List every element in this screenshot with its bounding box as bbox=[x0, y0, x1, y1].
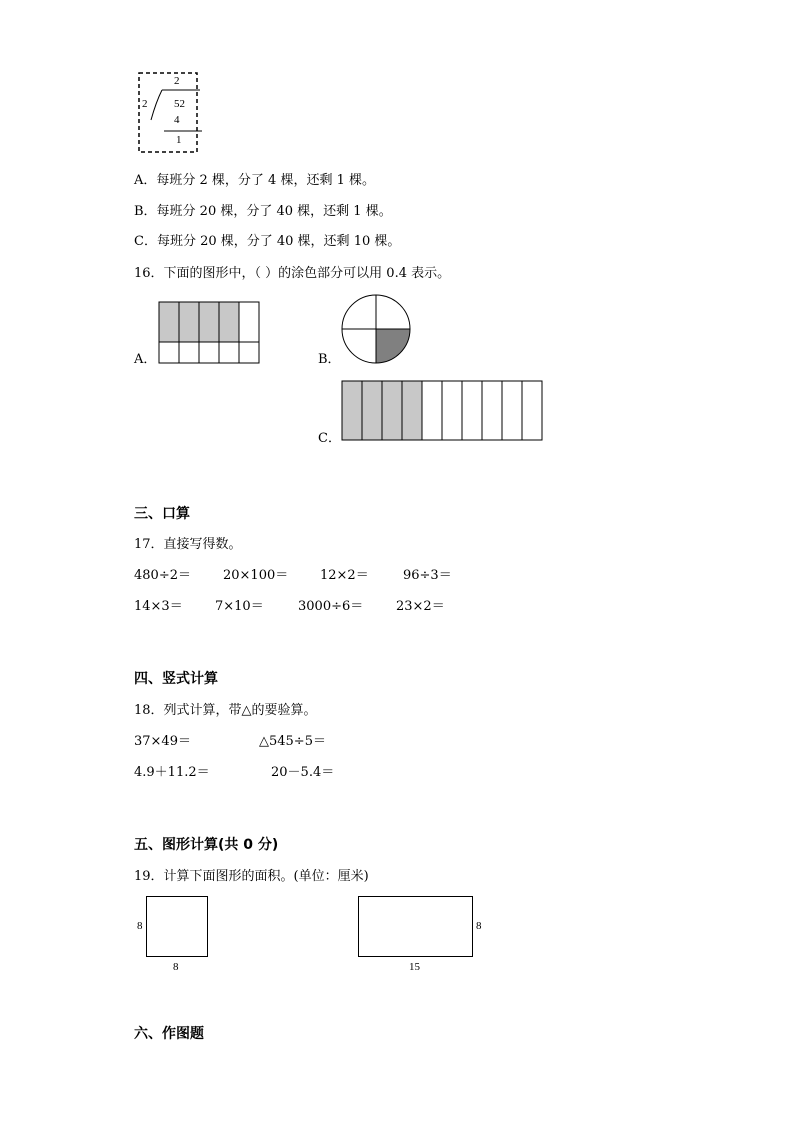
question-16-prompt: 16．下面的图形中，（ ）的涂色部分可以用 0.4 表示。 bbox=[134, 266, 451, 281]
mental-math-item: 96÷3＝ bbox=[403, 568, 452, 583]
rectangle-figure bbox=[358, 896, 473, 957]
figure-b-circle bbox=[339, 292, 413, 366]
label-b: B． bbox=[318, 352, 341, 367]
question-19-prompt: 19．计算下面图形的面积。(单位：厘米) bbox=[134, 869, 369, 884]
section-5-title: 五、图形计算(共 0 分) bbox=[134, 837, 279, 853]
square-bottom-label: 8 bbox=[173, 961, 179, 973]
square-side-label: 8 bbox=[137, 920, 143, 932]
vertical-calc-item: 37×49＝ bbox=[134, 734, 191, 749]
quotient: 2 bbox=[174, 75, 180, 87]
rectangle-bottom-label: 15 bbox=[409, 961, 420, 973]
option-a: A．每班分 2 棵，分了 4 棵，还剩 1 棵。 bbox=[134, 173, 375, 188]
mental-math-item: 3000÷6＝ bbox=[298, 599, 364, 614]
dividend: 52 bbox=[174, 98, 185, 110]
section-3-title: 三、口算 bbox=[134, 506, 190, 522]
figure-c-strips bbox=[341, 380, 543, 442]
product: 4 bbox=[174, 114, 180, 126]
question-17-prompt: 17．直接写得数。 bbox=[134, 537, 242, 552]
mental-math-item: 20×100＝ bbox=[223, 568, 289, 583]
vertical-calc-item: 20－5.4＝ bbox=[271, 765, 335, 780]
section-4-title: 四、竖式计算 bbox=[134, 671, 218, 687]
label-c: C． bbox=[318, 431, 341, 446]
division-frame bbox=[132, 68, 212, 158]
figure-a-grid bbox=[158, 301, 260, 365]
vertical-calc-item: △545÷5＝ bbox=[259, 734, 326, 749]
mental-math-item: 7×10＝ bbox=[215, 599, 264, 614]
label-a: A． bbox=[134, 352, 157, 367]
mental-math-item: 14×3＝ bbox=[134, 599, 183, 614]
vertical-calc-item: 4.9＋11.2＝ bbox=[134, 765, 210, 780]
mental-math-item: 480÷2＝ bbox=[134, 568, 191, 583]
section-6-title: 六、作图题 bbox=[134, 1026, 204, 1042]
square-figure bbox=[146, 896, 208, 957]
question-18-prompt: 18．列式计算，带△的要验算。 bbox=[134, 703, 317, 718]
remainder: 1 bbox=[176, 134, 182, 146]
option-b: B．每班分 20 棵，分了 40 棵，还剩 1 棵。 bbox=[134, 204, 392, 219]
mental-math-item: 23×2＝ bbox=[396, 599, 445, 614]
divisor: 2 bbox=[142, 98, 148, 110]
option-c: C．每班分 20 棵，分了 40 棵，还剩 10 棵。 bbox=[134, 234, 401, 249]
mental-math-item: 12×2＝ bbox=[320, 568, 369, 583]
rectangle-side-label: 8 bbox=[476, 920, 482, 932]
